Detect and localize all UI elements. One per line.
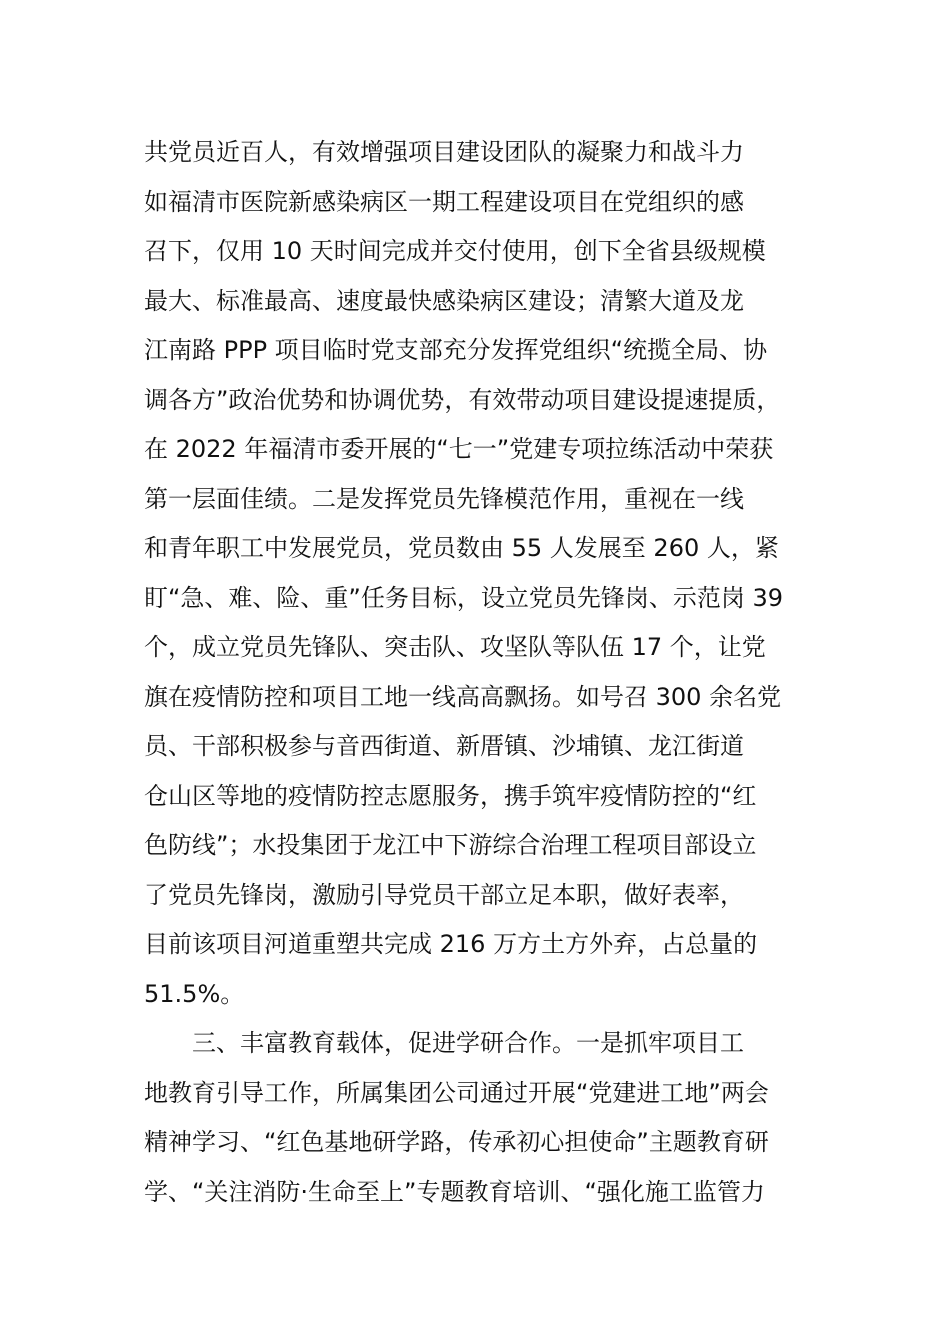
section-heading-line: 三、丰富教育载体，促进学研合作。一是抓牢项目工 [192, 1029, 744, 1057]
text-line: 旗在疫情防控和项目工地一线高高飘扬。如号召 300 余名党 [144, 682, 782, 711]
text-line: 如福清市医院新感染病区一期工程建设项目在党组织的感 [144, 187, 744, 216]
body-text [144, 128, 816, 1217]
text-line: 盯“急、难、险、重”任务目标，设立党员先锋岗、示范岗 39 [144, 583, 784, 612]
text-line: 目前该项目河道重塑共完成 216 万方土方外弃，占总量的 [144, 930, 758, 958]
text-line: 江南路 PPP 项目临时党支部充分发挥党组织“统揽全局、协 [144, 336, 768, 364]
text-line: 地教育引导工作，所属集团公司通过开展“党建进工地”两会 [144, 1078, 769, 1107]
text-line: 调各方”政治优势和协调优势，有效带动项目建设提速提质， [144, 385, 781, 414]
text-line: 召下，仅用 10 天时间完成并交付使用，创下全省县级规模 [144, 237, 766, 265]
text-line: 共党员近百人，有效增强项目建设团队的凝聚力和战斗力 [144, 138, 744, 166]
text-line: 精神学习、“红色基地研学路，传承初心担使命”主题教育研 [144, 1128, 769, 1156]
text-line: 在 2022 年福清市委开展的“七一”党建专项拉练活动中荣获 [144, 435, 774, 463]
text-line: 色防线”；水投集团于龙江中下游综合治理工程项目部设立 [144, 831, 757, 859]
text-line: 51.5%。 [144, 979, 245, 1008]
text-line: 学、“关注消防·生命至上”专题教育培训、“强化施工监管力 [144, 1177, 765, 1206]
text-line: 和青年职工中发展党员，党员数由 55 人发展至 260 人，紧 [144, 534, 779, 562]
text-line: 第一层面佳绩。二是发挥党员先锋模范作用，重视在一线 [144, 484, 744, 513]
text-line: 个，成立党员先锋队、突击队、攻坚队等队伍 17 个，让党 [144, 633, 766, 661]
text-line: 最大、标准最高、速度最快感染病区建设；清繁大道及龙 [144, 286, 744, 315]
text-line: 了党员先锋岗，激励引导党员干部立足本职，做好表率， [144, 880, 744, 909]
text-line: 仓山区等地的疫情防控志愿服务，携手筑牢疫情防控的“红 [144, 781, 757, 810]
text-line: 员、干部积极参与音西街道、新厝镇、沙埔镇、龙江街道 [144, 732, 744, 760]
